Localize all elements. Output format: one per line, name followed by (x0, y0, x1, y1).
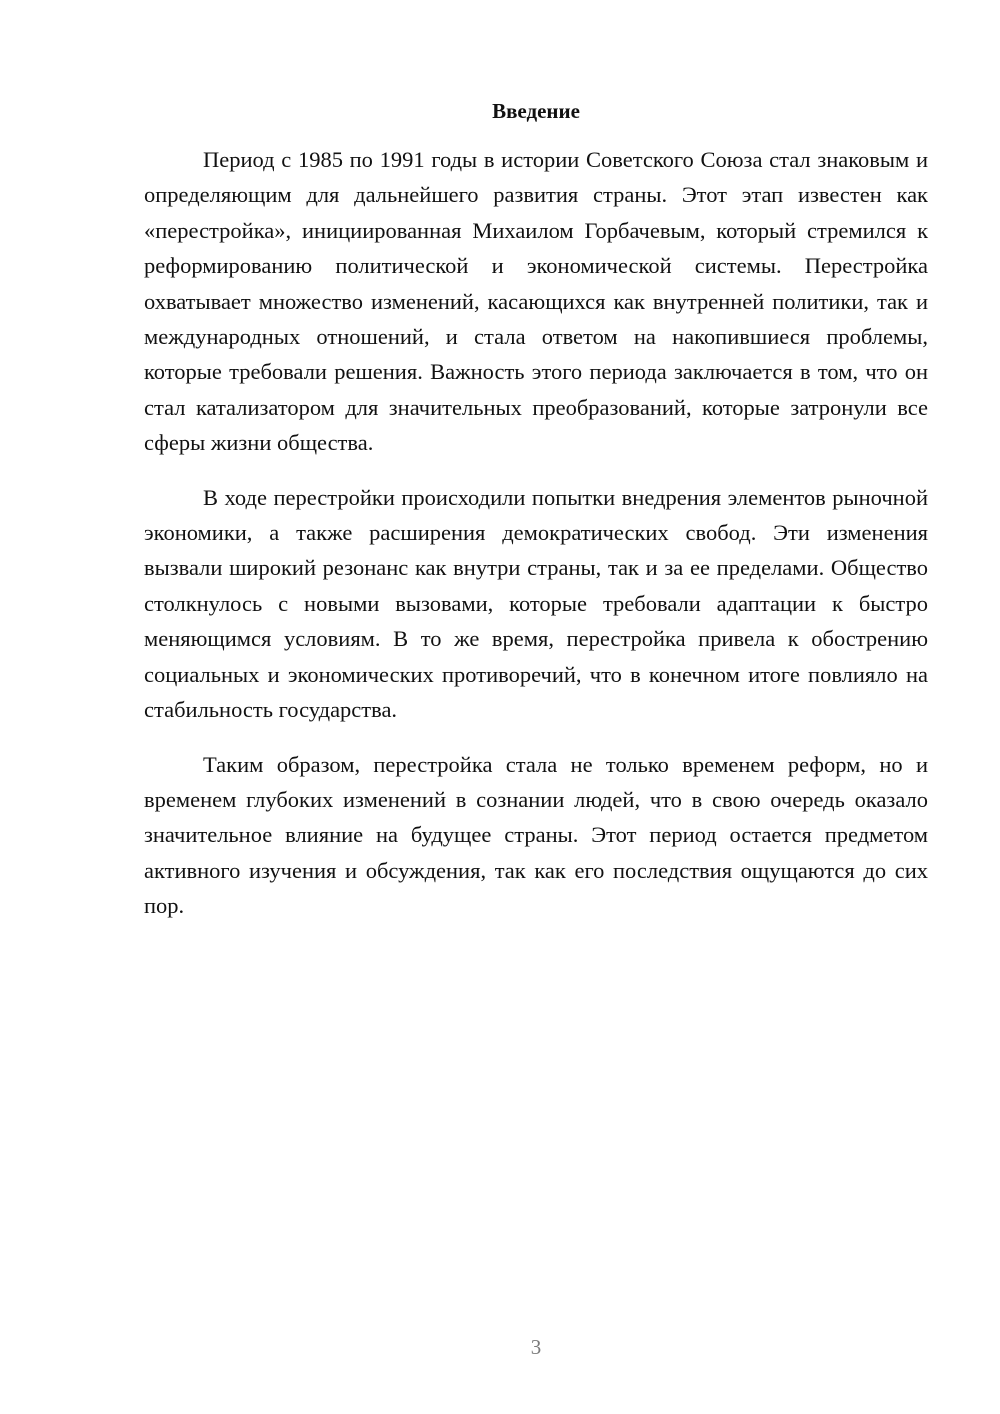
paragraph-2: В ходе перестройки происходили попытки внедрения элементов рыночной экономики, а также расширения демократических свобод. Эти изменения вызвали широкий резонанс как внутри страны, так и за ее пределами. Общество столкнулось с новыми вызовами, которые требовали адаптации к быстро меняющимся условиям. В то же время, перестройка привела к обострению социальных и экономических противоречий, что в конечном итоге повлияло на стабильность государства. (144, 484, 928, 723)
page-number: 3 (530, 1335, 542, 1359)
page-title: Введение (492, 99, 580, 123)
paragraph-1: Период с 1985 по 1991 годы в истории Советского Союза стал знаковым и определяющим для дальнейшего развития страны. Этот этап известен как «перестройка», инициированная Михаилом Горбачевым, который стремился к реформированию политической и экономической системы. Перестройка охватывает множество изменений, касающихся как внутренней политики, так и международных отношений, и стала ответом на накопившиеся проблемы, которые требовали решения. Важность этого периода заключается в том, что он стал катализатором для значительных преобразований, которые затронули все сферы жизни общества. (144, 147, 928, 456)
body-text (144, 142, 928, 943)
paragraph-3: Таким образом, перестройка стала не только временем реформ, но и временем глубоких изменений в сознании людей, что в свою очередь оказало значительное влияние на будущее страны. Этот период остается предметом активного изучения и обсуждения, так как его последствия ощущаются до сих пор. (144, 751, 928, 919)
